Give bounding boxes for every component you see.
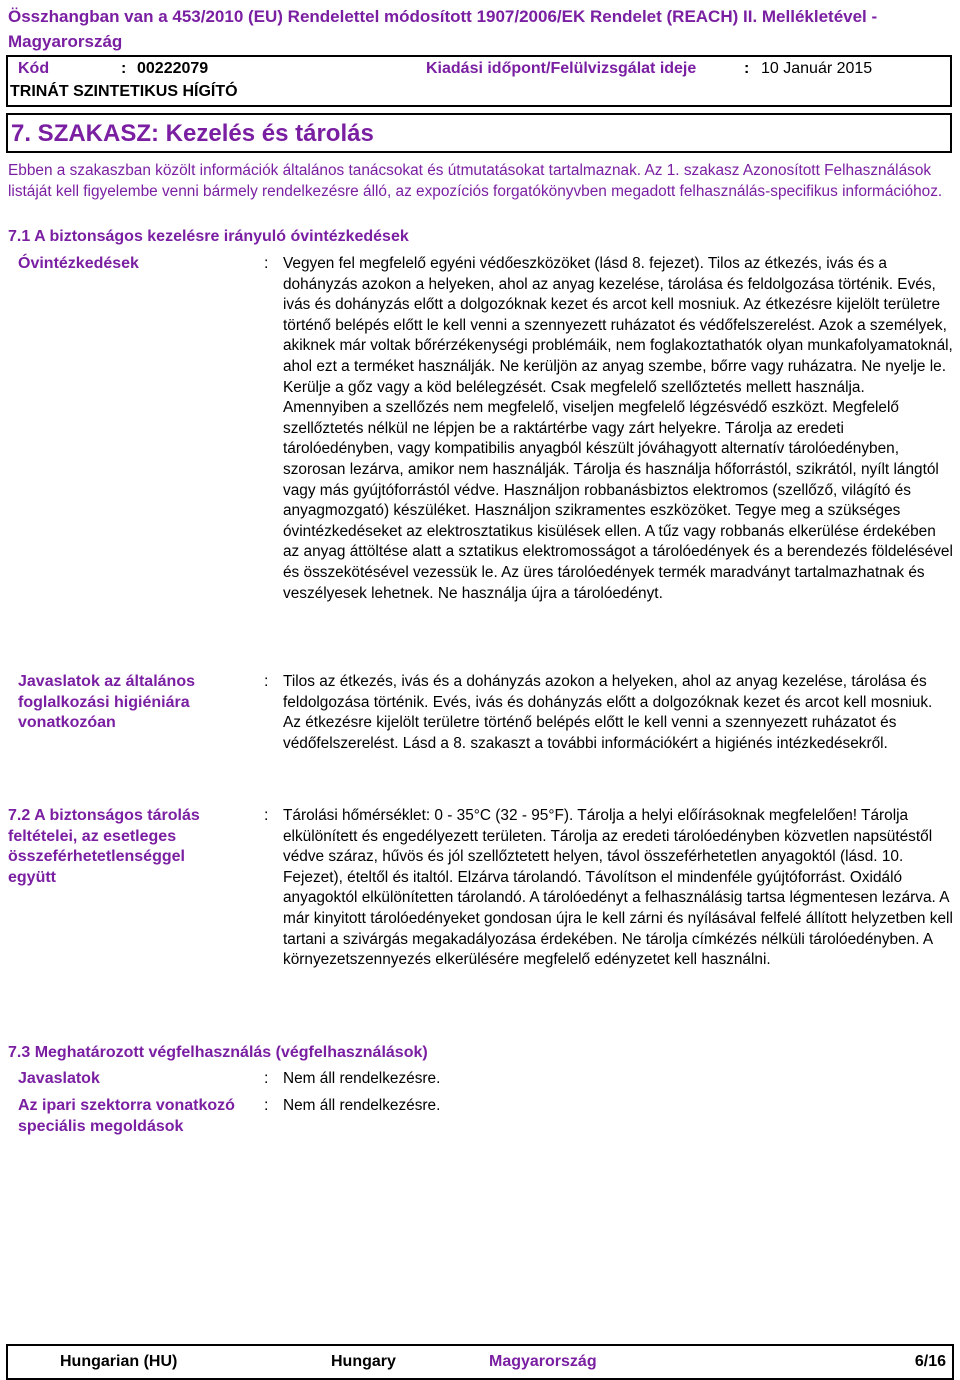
hygiene-colon: : — [264, 673, 269, 690]
precautions-colon: : — [264, 255, 269, 272]
industry-solutions-label: Az ipari szektorra vonatkozó speciális megoldások — [18, 1097, 235, 1135]
precautions-text: Vegyen fel megfelelő egyéni védőeszközöket (lásd 8. fejezet). Tilos az étkezés, ivás és a dohányzás azokon a helyeken, ahol az anyag kezelése, tárolása és feldolgozása történik. Evés, ivás és dohányzás előtt a dolgozóknak kezet és arcot kell mosniuk. Az étkezésre kijelölt területre történő belépés előtt le kell venni a szennyezett ruházatot és védőfelszerelést. Azok a személyek, akiknek már voltak bőrérzékenységi problémáik, nem foglakoztathatók olyan munkafolyamatoknál, ahol ezt a terméket használják. Ne kerüljön az anyag szembe, bőrre vagy ruházatra. Ne nyelje le. Kerülje a gőz vagy a köd belélegzését. Csak megfelelő szellőztetés mellett használja. Amennyiben a szellőzés nem megfelelő, viseljen megfelelő légzésvédő eszközt. Megfelelő szellőztetés nélkül ne lépjen be a raktártérbe vagy zárt helyekre. Tárolja az eredeti tárolóedényben, vagy kompatibilis anyagból készült jóváhagyott alternatív tárolóedényben, szorosan lezárva, amikor nem használják. Tárolja és használja hőforrástól, szikrától, nyílt lángtól vagy más gyújtóforrástól védve. Használjon robbanásbiztos elektromos (szellőző, világító és anyagmozgató) készüléket. Használjon szikramentes eszközöket. Tegye meg a szükséges óvintézkedéseket az elektrosztatikus kisülések ellen. A tűz vagy robbanás elkerülése érdekében az anyag áttöltése alatt a sztatikus elektromosságot a tárolóedények és a berendezés földelésével és összekötésével vezessük le. Az üres tárolóedények termék maradványt tartalmazhatnak és veszélyesek lehetnek. Ne használja újra a tárolóedényt. — [283, 255, 953, 602]
hygiene-label: Javaslatok az általános foglalkozási higiéniára vonatkozóan — [18, 673, 195, 732]
precautions-label: Óvintézkedések — [18, 255, 139, 272]
storage-conditions-colon: : — [264, 807, 269, 824]
hygiene-text: Tilos az étkezés, ivás és a dohányzás azokon a helyeken, ahol az anyag kezelése, tárolása és feldolgozása történik. Evés, ivás és dohányzás előtt a dolgozóknak kezet és arcot kell mosniuk. Az étkezésre kijelölt területre történő belépés előtt le kell venni a szennyezett ruházatot és védőfelszerelést. Lásd a 8. szakaszt a további információkért a higiénés intézkedésekről. — [283, 673, 933, 752]
footer-country-local: Magyarország — [489, 1353, 597, 1370]
section-title: 7. SZAKASZ: Kezelés és tárolás — [11, 120, 374, 147]
code-value: 00222079 — [137, 60, 209, 77]
code-label: Kód — [18, 60, 50, 77]
section-header — [6, 113, 952, 153]
issue-date-colon: : — [744, 60, 750, 77]
issue-date-value: 10 Január 2015 — [761, 60, 873, 77]
regulation-title: Összhangban van a 453/2010 (EU) Rendelettel módosított 1907/2006/EK Rendelet (REACH) II. Mellékletével - Magyarország — [8, 7, 878, 51]
issue-date-label: Kiadási időpont/Felülvizsgálat ideje — [426, 60, 697, 77]
storage-conditions-label: 7.2 A biztonságos tárolás feltételei, az esetleges összeférhetetlenséggel együtt — [8, 807, 200, 886]
product-name: TRINÁT SZINTETIKUS HÍGÍTÓ — [10, 83, 238, 100]
section-intro: Ebben a szakaszban közölt információk általános tanácsokat és útmutatásokat tartalmaznak. Az 1. szakasz Azonosított Felhasználások listáját kell figyelembe venni bármely rendelkezésre álló, az expozíciós forgatókönyvben megadott felhasználás-specifikus információhoz. — [8, 162, 943, 200]
recommendations-label: Javaslatok — [18, 1070, 100, 1087]
footer-page-number: 6/16 — [914, 1353, 946, 1370]
footer-country: Hungary — [331, 1353, 396, 1370]
storage-conditions-text: Tárolási hőmérséklet: 0 - 35°C (32 - 95°F). Tárolja a helyi előírásoknak megfelelően! Tárolja elkülönített és engedélyezett területen. Tárolja az eredeti tárolóedényben közvetlen napsütéstől védve száraz, hűvös és jól szellőztetett helyen, távol összeférhetetlen anyagoktól (lásd. 10. Fejezet), ételtől és italtól. Elzárva tárolandó. Távolítson el mindenféle gyújtóforrást. Oxidáló anyagoktól elkülönítetten tárolandó. A tárolóedényt a felhasználásig tartsa légmentesen lezárva. A már kinyitott tárolóedényeket gondosan újra le kell zárni és nyílásával felfelé állított helyzetben kell tartani a szivárgás megakadályozása érdekében. Ne tárolja címkézés nélküli tárolóedényben. A környezetszennyezés elkerülésére megfelelő edényzetet kell használni. — [283, 807, 953, 969]
document-header — [6, 55, 952, 107]
subsection-7-1-title: 7.1 A biztonságos kezelésre irányuló óvintézkedések — [8, 228, 409, 245]
industry-solutions-text: Nem áll rendelkezésre. — [283, 1097, 441, 1114]
code-colon: : — [121, 60, 127, 77]
recommendations-colon: : — [264, 1070, 269, 1087]
subsection-7-3-title: 7.3 Meghatározott végfelhasználás (végfelhasználások) — [8, 1044, 428, 1061]
footer-language: Hungarian (HU) — [60, 1353, 178, 1370]
industry-solutions-colon: : — [264, 1097, 269, 1114]
recommendations-text: Nem áll rendelkezésre. — [283, 1070, 441, 1087]
page-footer — [6, 1344, 954, 1380]
